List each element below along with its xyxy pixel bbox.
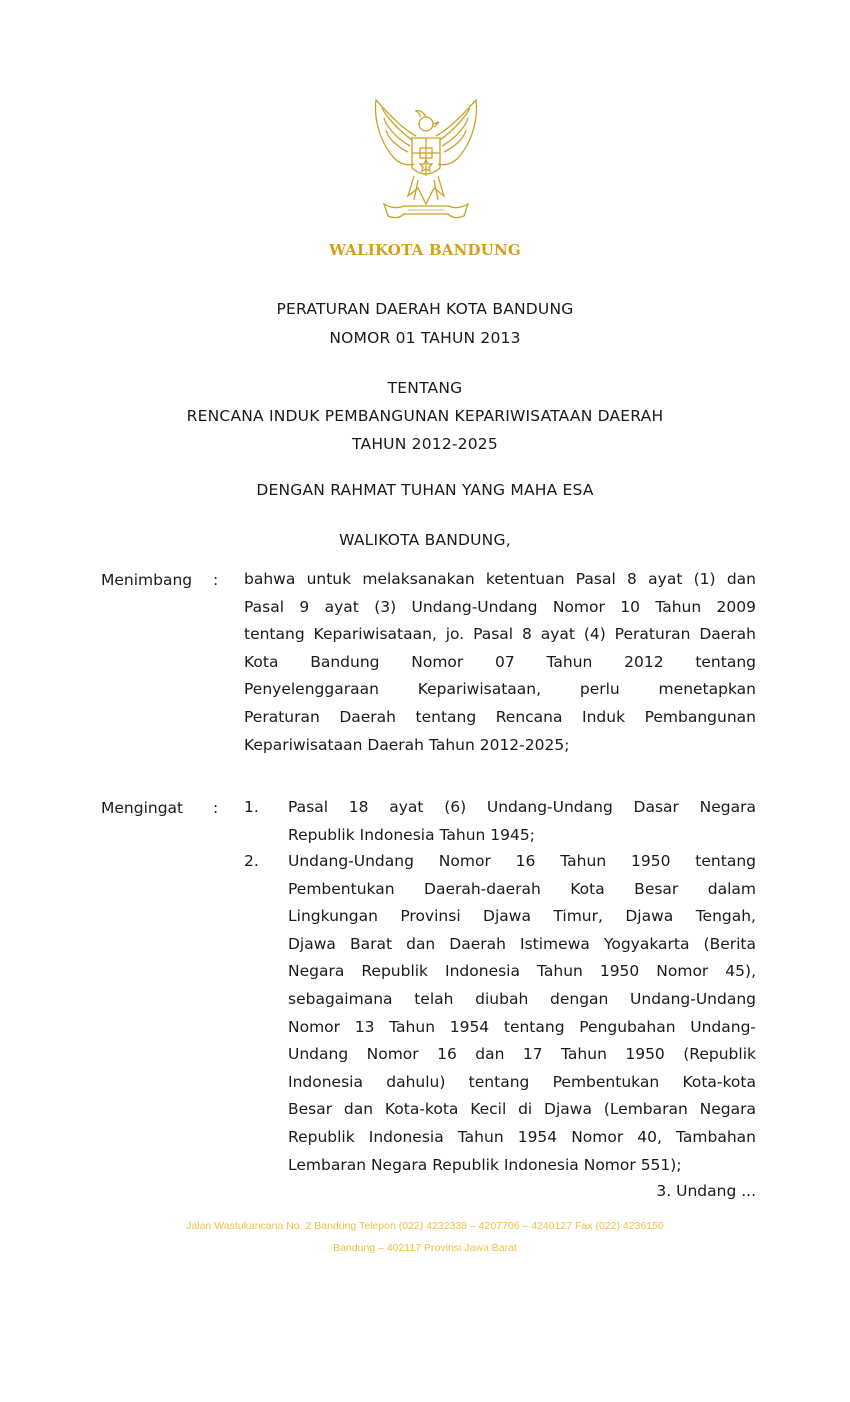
about-label: TENTANG xyxy=(387,379,463,397)
text-line: tentang Kepariwisataan, jo. Pasal 8 ayat (4) Peraturan Daerah xyxy=(244,625,756,644)
list-number: 1. xyxy=(244,798,259,816)
regulation-number: NOMOR 01 TAHUN 2013 xyxy=(329,329,521,347)
list-number: 2. xyxy=(244,852,259,870)
garuda-emblem-icon xyxy=(364,96,488,228)
text-line: Indonesia dahulu) tentang Pembentukan Kota-kota xyxy=(288,1072,756,1091)
text-line: Kepariwisataan Daerah Tahun 2012-2025; xyxy=(244,735,570,754)
text-line: Negara Republik Indonesia Tahun 1950 Nomor 45), xyxy=(288,962,756,981)
text-line: Pasal 18 ayat (6) Undang-Undang Dasar Negara xyxy=(288,798,756,816)
text-line: Pasal 9 ayat (3) Undang-Undang Nomor 10 Tahun 2009 xyxy=(244,597,756,616)
text-line: Besar dan Kota-kota Kecil di Djawa (Lembaran Negara xyxy=(288,1100,756,1119)
text-line: sebagaimana telah diubah dengan Undang-Undang xyxy=(288,989,756,1008)
text-line: Kota Bandung Nomor 07 Tahun 2012 tentang xyxy=(244,652,756,671)
text-line: Pembentukan Daerah-daerah Kota Besar dalam xyxy=(288,879,756,898)
preamble-blessing: DENGAN RAHMAT TUHAN YANG MAHA ESA xyxy=(256,481,594,499)
menimbang-label: Menimbang xyxy=(101,571,193,589)
text-line: Undang Nomor 16 dan 17 Tahun 1950 (Republik xyxy=(288,1045,756,1064)
text-line: Republik Indonesia Tahun 1954 Nomor 40, Tambahan xyxy=(288,1127,756,1146)
mayor-heading: WALIKOTA BANDUNG, xyxy=(339,531,511,549)
regulation-title: PERATURAN DAERAH KOTA BANDUNG xyxy=(276,300,574,318)
mengingat-colon: : xyxy=(213,799,219,817)
text-line: bahwa untuk melaksanakan ketentuan Pasal 8 ayat (1) dan xyxy=(244,570,756,588)
text-line: Republik Indonesia Tahun 1945; xyxy=(288,825,535,844)
text-line: Lembaran Negara Republik Indonesia Nomor 551); xyxy=(288,1155,682,1174)
continuation-note: 3. Undang ... xyxy=(656,1182,756,1200)
mengingat-label: Mengingat xyxy=(101,799,184,817)
menimbang-text xyxy=(244,566,756,759)
regulation-subject: RENCANA INDUK PEMBANGUNAN KEPARIWISATAAN DAERAH xyxy=(186,407,664,425)
text-line: Nomor 13 Tahun 1954 tentang Pengubahan Undang- xyxy=(288,1017,756,1036)
office-heading: WALIKOTA BANDUNG xyxy=(329,241,521,259)
menimbang-colon: : xyxy=(213,571,219,589)
text-line: Peraturan Daerah tentang Rencana Induk Pembangunan xyxy=(244,707,756,726)
list-item xyxy=(288,848,756,1179)
regulation-period: TAHUN 2012-2025 xyxy=(352,435,498,453)
text-line: Penyelenggaraan Kepariwisataan, perlu menetapkan xyxy=(244,680,756,699)
footer-address: Jalan Wastukancana No. 2 Bandung Telepon (022) 4232338 – 4207706 – 4240127 Fax (022) 4236150 xyxy=(186,1220,664,1232)
text-line: Djawa Barat dan Daerah Istimewa Yogyakarta (Berita xyxy=(288,934,756,953)
text-line: Lingkungan Provinsi Djawa Timur, Djawa Tengah, xyxy=(288,907,756,926)
list-item xyxy=(288,794,756,849)
text-line: Undang-Undang Nomor 16 Tahun 1950 tentang xyxy=(288,852,756,870)
footer-city: Bandung – 402117 Provinsi Jawa Barat xyxy=(333,1242,517,1254)
